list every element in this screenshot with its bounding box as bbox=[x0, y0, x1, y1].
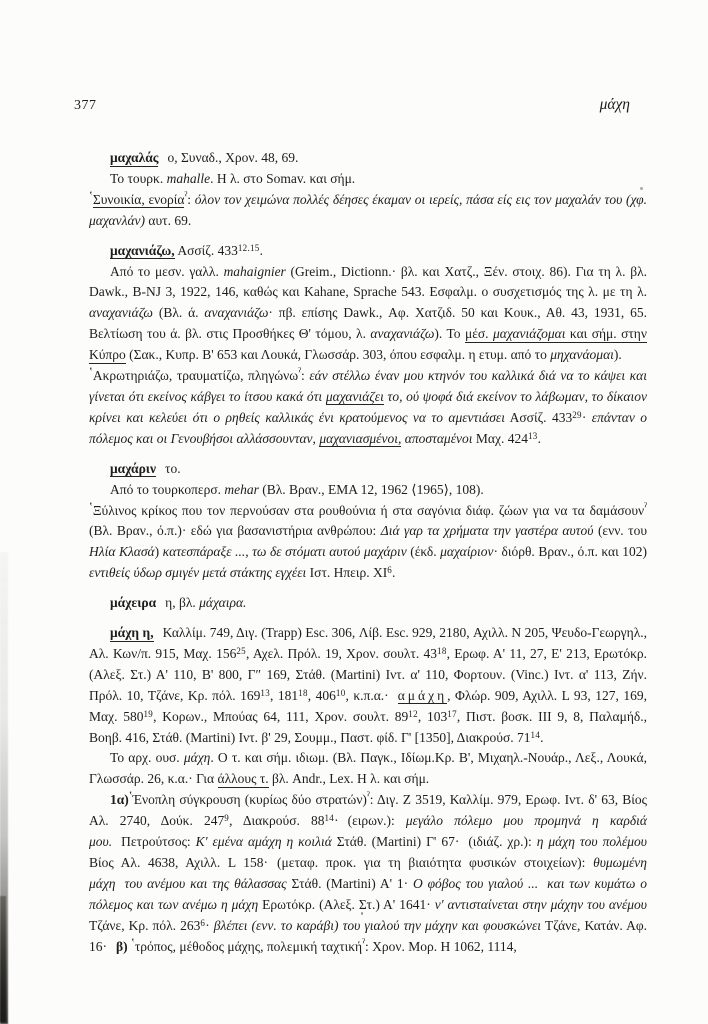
entry-machalas-headword-line bbox=[89, 148, 647, 169]
text-segment: 6 bbox=[387, 565, 393, 576]
text-segment: Συνοικία, ενορία bbox=[92, 191, 185, 207]
text-segment: Το αρχ. ουσ. bbox=[110, 750, 184, 766]
text-segment: . Η λ. στο Somav. και σήμ. bbox=[210, 170, 356, 186]
running-head: μάχη bbox=[599, 96, 630, 113]
text-segment: , Διακρούσ. 88 bbox=[229, 813, 325, 829]
text-segment: Ξύλινος κρίκος που τον περνούσαν στα ρουθούνια ή στα σαγόνια διάφ. ζώων για να τα δαμάσουν bbox=[92, 502, 645, 518]
machalas-gloss-quote bbox=[89, 190, 647, 232]
entry-macharin-headword-line bbox=[89, 459, 647, 480]
text-segment: (ειρων.): bbox=[347, 813, 406, 829]
text-segment: μαχανιάζει bbox=[325, 388, 384, 404]
text-segment: ˀ bbox=[644, 501, 647, 513]
text-segment: 29 bbox=[572, 409, 582, 420]
text-segment: Ο φόβος του γιαλού ... bbox=[412, 875, 539, 891]
text-segment: 12.15 bbox=[237, 242, 260, 253]
text-segment: Το τουρκ. bbox=[110, 170, 167, 186]
text-segment: Πετρούτσος: bbox=[121, 834, 196, 850]
text-segment: βλέπει (ενν. το καράβι) του γιαλού την μάχην και φουσκώνει bbox=[213, 917, 542, 933]
text-segment: και των κυμάτω ο πόλεμος και των ανέμω η μάχη bbox=[89, 875, 647, 912]
text-segment: mahaignier bbox=[223, 263, 286, 279]
text-segment: (Βλ. Βραν., ό.π.)· εδώ για βασανιστήρια ανθρώπου: bbox=[89, 523, 381, 539]
text-segment: 13 bbox=[260, 687, 271, 698]
entry-macheira-cross-reference bbox=[89, 593, 647, 614]
text-segment: (Greim., Dictionn.· βλ. και Χατζ., Ξέν. στοιχ. 86). Για τη λ. βλ. Dawk., B-NJ 3, 1922, 146, καθώς και Kahane, Sprache 543. Εσφαλμ. ο συσχετισμός της λ. με τη λ. bbox=[89, 263, 647, 300]
text-segment: (ενν. του bbox=[597, 523, 648, 539]
text-segment: Στάθ. (Martini) Γ' 67· bbox=[331, 834, 460, 850]
text-segment: . Ο τ. και σήμ. ιδιωμ. (Βλ. Παγκ., Ιδίωμ.Κρ. Β', Μιχαηλ.-Νουάρ., Λεξ., Λουκά, Γλωσσάρ. 26, κ.α.· Για bbox=[89, 750, 647, 787]
text-segment: · bbox=[334, 813, 339, 829]
text-segment: 13 bbox=[527, 430, 538, 441]
machi-sense-1a bbox=[89, 790, 647, 957]
text-segment: . bbox=[259, 242, 263, 258]
text-segment: βλ. Andr., Lex. Η λ. και σήμ. bbox=[268, 771, 430, 787]
text-segment: αναχανιάζω bbox=[370, 326, 435, 342]
text-segment: μάχη bbox=[183, 750, 211, 766]
text-segment: , Κορων., Μπούας 64, 111, Χρον. σουλτ. 89 bbox=[153, 708, 409, 724]
text-segment: ʽ bbox=[128, 790, 133, 803]
text-segment: , 406 bbox=[307, 687, 336, 703]
text-segment: Στάθ. (Martini) Α' 1· bbox=[286, 875, 413, 891]
text-segment: , Φλώρ. 909, Αχιλλ. L 93, 127, 169, Μαχ. 580 bbox=[89, 687, 648, 724]
text-segment: 19 bbox=[143, 708, 154, 719]
text-segment: ˀ bbox=[298, 366, 302, 379]
headword-text: μαχανιάζω, bbox=[110, 242, 175, 258]
text-segment: mahalle bbox=[166, 170, 211, 186]
text-segment: 18 bbox=[298, 687, 308, 698]
text-segment: όλον τον χειμώνα πολλές δέησες έκαμαν οι ιερείς, πάσα είς εις τον μαχαλάν του (χφ. μαχανλάν) bbox=[89, 191, 647, 228]
text-segment: (έκδ. bbox=[406, 544, 441, 560]
entry-machi-headword-references bbox=[89, 623, 647, 748]
text-segment: Ασσίζ. 433 bbox=[504, 409, 573, 425]
text-segment: , 103 bbox=[417, 708, 448, 724]
text-segment: Βίος Αλ. 4638, Αχιλλ. L 158· bbox=[89, 855, 269, 870]
text-segment: 1α) bbox=[110, 792, 129, 808]
text-segment: . bbox=[537, 430, 541, 446]
text-segment: (ιδιάζ. χρ.): bbox=[468, 834, 537, 850]
text-segment: αναχανιάζω bbox=[89, 305, 153, 321]
text-segment: Ένοπλη σύγκρουση (κυρίως δύο στρατών) bbox=[132, 792, 367, 808]
machalas-etymology bbox=[89, 169, 647, 190]
text-segment: (Βλ. ά. bbox=[152, 305, 205, 321]
text-segment: 6 bbox=[200, 917, 206, 928]
text-segment: · bbox=[581, 409, 592, 425]
text-segment: τρόπος, μέθοδος μάχης, πολεμική ταχτική bbox=[134, 938, 363, 954]
text-segment: μαχανιάζομαι bbox=[492, 326, 566, 342]
page-number: 377 bbox=[74, 98, 97, 113]
text-segment: και σήμ. στην Κύπρο bbox=[89, 326, 647, 363]
text-segment: κατεσπάραξε ..., τω δε στόματι αυτού μαχάριν bbox=[162, 544, 407, 560]
text-segment: Μαχ. 424 bbox=[472, 430, 528, 446]
text-segment: 10 bbox=[335, 687, 346, 698]
text-segment: 14 bbox=[530, 729, 541, 740]
text-segment: Καλλίμ. 749, Διγ. (Trapp) Esc. 306, Λίβ. Esc. 929, 2180, Αχιλλ. N 205, Ψευδο-Γεωργηλ., Αλ. Κων/π. 915, Μαχ. 156 bbox=[89, 625, 647, 661]
text-segment: Από το μεσν. γαλλ. bbox=[110, 263, 224, 279]
entry-machaniazo-headword-line bbox=[89, 241, 647, 262]
text-segment: Ερωτόκρ. (Αλεξ. Στ.) Α' 1641· bbox=[258, 896, 435, 912]
text-segment: : bbox=[187, 191, 195, 207]
text-segment: Ασσίζ. 433 bbox=[174, 242, 238, 258]
text-segment: , Αχελ. Πρόλ. 19, Χρον. σουλτ. 43 bbox=[245, 645, 438, 661]
headword-text: μάχη η, bbox=[110, 625, 154, 641]
text-segment: αυτ. 69. bbox=[145, 212, 192, 228]
text-segment: η, βλ. bbox=[165, 595, 200, 611]
text-segment: εντιθείς ύδωρ σμιγέν μετά στάκτης εγχέει bbox=[89, 565, 307, 581]
text-segment: · πβ. επίσης Dawk., Αφ. Χατζιδ. 50 και Κουκ., Αθ. 43, 1931, 65. Βελτίωση του ά. βλ. στις Προσθήκες Θ' τόμου, λ. bbox=[89, 305, 647, 342]
text-segment: (Σακ., Κυπρ. Β' 653 και Λουκά, Γλωσσάρ. 303, όπου εσφαλμ. η ετυμ. από το bbox=[125, 347, 551, 363]
text-segment: . bbox=[540, 729, 544, 745]
text-segment: : bbox=[301, 368, 310, 384]
text-segment: Ιστ. Ηπειρ. ΧΙ bbox=[306, 565, 388, 581]
text-segment: αμάχη bbox=[397, 687, 448, 703]
text-segment: ʽ bbox=[89, 190, 93, 203]
text-segment: εάν στέλλω έναν μου κτηνόν του καλλικά διά να το κάψει και γίνεται ότι εκείνος κάβγει το ίτσου κακά ότι bbox=[89, 368, 647, 404]
text-segment: 14 bbox=[324, 813, 335, 824]
text-segment: 25 bbox=[236, 645, 246, 656]
text-segment: ˀ bbox=[366, 790, 370, 803]
scan-speck bbox=[361, 912, 363, 915]
text-segment: Από το τουρκοπερσ. bbox=[110, 481, 225, 497]
text-segment: ʽ bbox=[130, 937, 135, 950]
headword-text: μαχαλάς bbox=[110, 150, 159, 165]
macharin-gloss-quote bbox=[89, 501, 647, 585]
text-segment: ˀ bbox=[362, 937, 365, 950]
machi-etymology-note bbox=[89, 748, 647, 790]
text-segment: (Βλ. Βραν., ΕΜΑ 12, 1962 ⟨1965⟩, 108). bbox=[258, 481, 484, 497]
text-segment: β) bbox=[116, 938, 131, 954]
page-header bbox=[74, 96, 630, 114]
text-segment: (μεταφ. προκ. για τη βιαιότητα φυσικών στοιχείων): bbox=[277, 855, 594, 870]
text-segment: μεγάλο πόλεμο μου προμηνά η καρδιά μου. bbox=[89, 813, 647, 850]
text-segment: επάνταν ο πόλεμος και οι Γενουβήσοι αλλάσσουνταν, bbox=[89, 409, 648, 446]
text-segment: μηχανάομαι bbox=[550, 347, 614, 363]
text-segment: , 181 bbox=[270, 687, 299, 703]
text-segment: ʽ bbox=[89, 366, 93, 379]
text-segment: μάχειρα bbox=[110, 595, 157, 611]
text-segment: , κ.π.α.· bbox=[345, 687, 389, 703]
text-segment: το, ού ψοφά διά εκείνον το λάβωμαν, το δίκαιον κρίνει και κελεύει ότι ο ρηθείς καλλικάς ένι κρατούμενος να το αμεντιάσει bbox=[89, 388, 647, 425]
text-segment: η μάχη του πολέμου bbox=[536, 834, 647, 850]
text-segment: ο, Συναδ., Χρον. 48, 69. bbox=[167, 150, 299, 165]
text-segment: θυμωμένη μάχη bbox=[89, 855, 647, 891]
scan-speck bbox=[640, 187, 643, 190]
text-segment: Τζάνε, Κατάν. Αφ. 16· bbox=[89, 917, 648, 954]
text-segment: , Ερωφ. Α' 11, 27, Ε' 213, Ερωτόκρ. (Αλεξ. Στ.) Α' 110, Β' 800, Γ″ 169, Στάθ. (Martini) Ιντ. α' 110, Φορτουν. (Vinc.) Ιντ. α' 113, Ζήν. Πρόλ. 10, Τζάνε, Κρ. πόλ. 169 bbox=[89, 645, 648, 703]
text-segment: 12 bbox=[408, 708, 418, 719]
text-segment: , Πιστ. βοσκ. ΙΙΙ 9, 8, Παλαμήδ., Βοηβ. 416, Στάθ. (Martini) Ιντ. β' 29, Σουμμ., Παστ. φίδ. Γ' [1350], Διακρούσ. 71 bbox=[89, 708, 648, 745]
text-segment: ʽ bbox=[89, 501, 93, 513]
text-segment: 17 bbox=[447, 708, 457, 719]
text-segment: μαχαίριον bbox=[440, 544, 494, 560]
text-segment: ) bbox=[154, 544, 163, 560]
text-segment: το. bbox=[165, 460, 181, 476]
macharin-etymology bbox=[89, 480, 647, 501]
text-segment: ). Το bbox=[434, 326, 465, 342]
text-segment: : Χρον. Μορ. Η 1062, 1114, bbox=[364, 938, 517, 954]
text-segment: μέσ. bbox=[464, 326, 493, 342]
text-segment: · bbox=[205, 917, 214, 933]
text-segment: 9 bbox=[224, 813, 230, 824]
text-segment: · διόρθ. Βραν., ό.π. και 102) bbox=[493, 544, 647, 560]
scan-edge-smudge-dark bbox=[0, 896, 6, 1022]
page-body bbox=[89, 139, 647, 958]
text-segment: αναχανιάζω bbox=[204, 305, 269, 321]
text-segment: ). bbox=[613, 347, 622, 363]
text-segment: Τζάνε, Κρ. πόλ. 263 bbox=[89, 917, 201, 933]
text-segment: του ανέμου και της θάλασσας bbox=[124, 875, 287, 891]
text-segment: ˀ bbox=[184, 190, 188, 203]
text-segment: Κ' εμένα αμάχη η κοιλιά bbox=[195, 834, 332, 850]
text-segment: mehar bbox=[224, 481, 259, 497]
text-segment: μάχαιρα. bbox=[199, 595, 247, 611]
text-segment: άλλους τ. bbox=[217, 771, 269, 787]
headword-text: μαχάριν bbox=[110, 460, 157, 476]
text-segment: μαχανιασμένοι, bbox=[319, 430, 402, 446]
text-segment: Ακρωτηριάζω, τραυματίζω, πληγώνω bbox=[92, 368, 299, 384]
text-segment: Ηλία Κλασά bbox=[89, 544, 155, 560]
text-segment: ν' αντισταίνεται στην μάχην του ανέμου bbox=[434, 896, 647, 912]
machaniazo-gloss-quote bbox=[89, 366, 647, 450]
text-segment: αποσταμένοι bbox=[401, 430, 473, 446]
text-segment: 18 bbox=[437, 645, 447, 656]
text-segment: : Διγ. Ζ 3519, Καλλίμ. 979, Ερωφ. Ιντ. δ' 63, Βίος Αλ. 2740, Δούκ. 247 bbox=[89, 792, 648, 829]
text-segment: Διά γαρ τα χρήματα την γαστέρα αυτού bbox=[380, 523, 598, 539]
text-segment: . bbox=[392, 565, 396, 581]
machaniazo-etymology bbox=[89, 262, 647, 367]
